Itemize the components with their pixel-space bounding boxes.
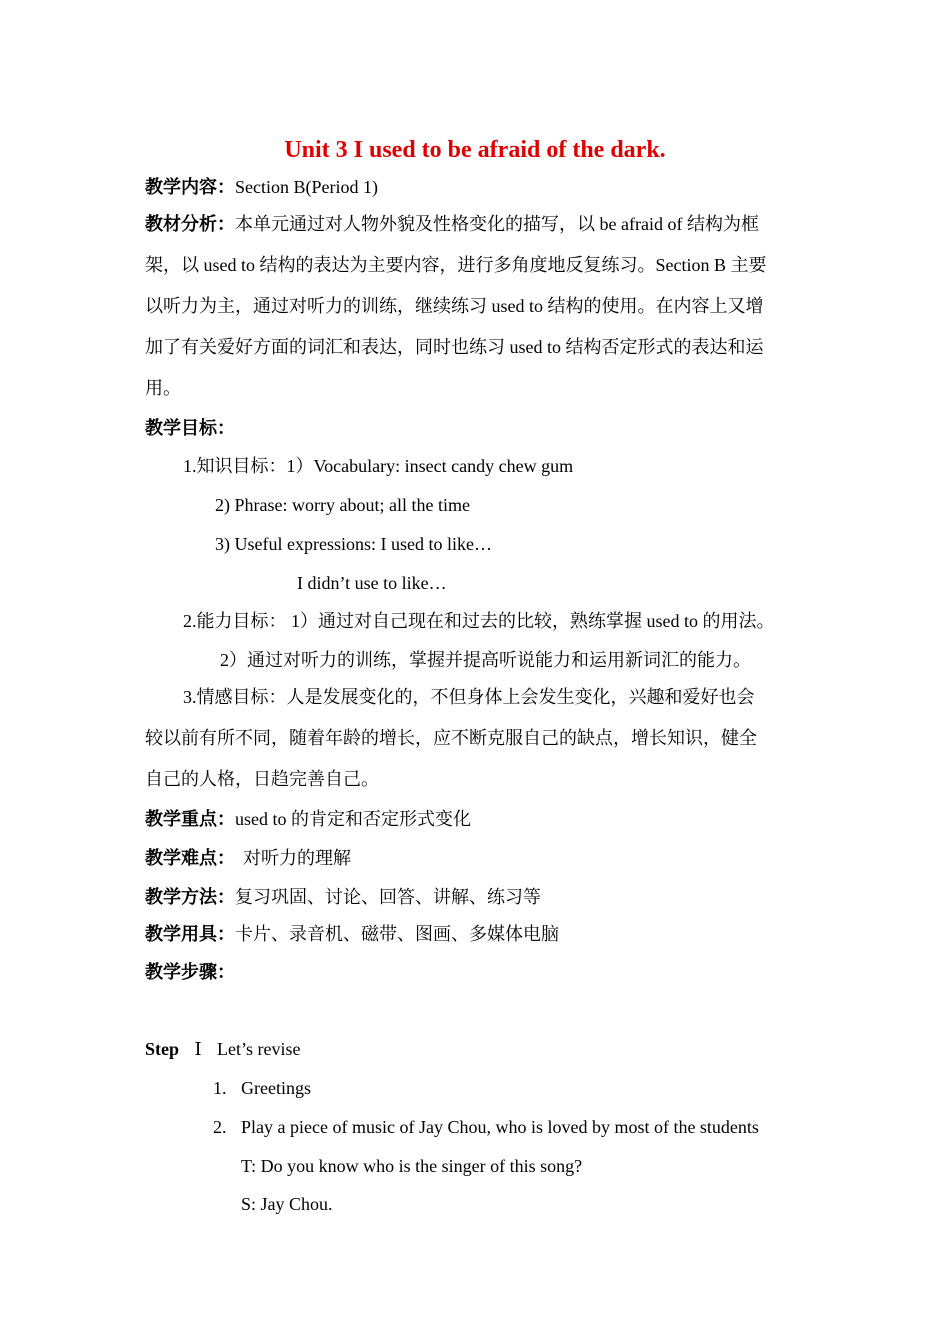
steps-label: 教学步骤：: [145, 962, 235, 982]
knowledge-objective-2: 2) Phrase: worry about; all the time: [215, 495, 470, 515]
objectives-label: 教学目标：: [145, 418, 235, 438]
analysis-line: 本单元通过对人物外貌及性格变化的描写，以 be afraid of 结构为框: [235, 214, 759, 234]
analysis-line: 加了有关爱好方面的词汇和表达，同时也练习 used to 结构否定形式的表达和运: [145, 337, 764, 357]
key-point-row: [145, 807, 471, 831]
knowledge-objective-1: 1.知识目标：1）Vocabulary: insect candy chew gum: [183, 456, 574, 476]
ability-objective-1: 2.能力目标： 1）通过对自己现在和过去的比较，熟练掌握 used to 的用法。: [183, 611, 775, 631]
analysis-paragraph: [145, 204, 807, 409]
emotion-line: 3.情感目标：人是发展变化的，不但身体上会发生变化，兴趣和爱好也会: [183, 687, 755, 707]
analysis-line: 用。: [145, 378, 181, 398]
dialogue-line-teacher: T: Do you know who is the singer of this song?: [241, 1156, 583, 1176]
method-text: 复习巩固、讨论、回答、讲解、练习等: [235, 887, 541, 907]
step1-item-number: 2.: [213, 1117, 227, 1137]
step1-item-number: 1.: [213, 1078, 227, 1098]
knowledge-objective-3: 3) Useful expressions: I used to like…: [215, 534, 492, 554]
page-title: Unit 3 I used to be afraid of the dark.: [284, 137, 666, 163]
content-label: 教学内容：: [145, 177, 235, 197]
step1-item: [213, 1076, 311, 1100]
method-row: [145, 885, 541, 909]
emotion-line: 自己的人格，日趋完善自己。: [145, 769, 379, 789]
difficulty-row: [145, 846, 351, 870]
step1-title: Let’s revise: [217, 1039, 301, 1059]
content-text: Section B(Period 1): [235, 177, 378, 197]
step1-numeral: Ⅰ: [194, 1039, 202, 1059]
ability-objective-2: 2）通过对听力的训练，掌握并提高听说能力和运用新词汇的能力。: [220, 650, 751, 670]
analysis-label: 教材分析：: [145, 214, 235, 234]
tools-text: 卡片、录音机、磁带、图画、多媒体电脑: [235, 924, 559, 944]
knowledge-objective-3b: I didn’t use to like…: [297, 573, 447, 593]
tools-row: [145, 922, 559, 946]
emotion-line: 较以前有所不同，随着年龄的增长，应不断克服自己的缺点，增长知识，健全: [145, 728, 757, 748]
step1-label: Step: [145, 1039, 180, 1059]
step1-item-text: Play a piece of music of Jay Chou, who is loved by most of the students: [241, 1117, 759, 1137]
method-label: 教学方法：: [145, 887, 235, 907]
content-row: [145, 175, 378, 199]
key-point-label: 教学重点：: [145, 809, 235, 829]
key-point-text: used to 的肯定和否定形式变化: [235, 809, 471, 829]
step1-item: [213, 1115, 759, 1139]
analysis-line: 架，以 used to 结构的表达为主要内容，进行多角度地反复练习。Section B 主要: [145, 255, 767, 275]
analysis-line: 以听力为主，通过对听力的训练，继续练习 used to 结构的使用。在内容上又增: [145, 296, 764, 316]
step1-item-text: Greetings: [241, 1078, 311, 1098]
dialogue-line-student: S: Jay Chou.: [241, 1194, 333, 1214]
tools-label: 教学用具：: [145, 924, 235, 944]
difficulty-text: 对听力的理解: [243, 848, 351, 868]
emotion-objective: [145, 677, 807, 800]
step1-heading: [145, 1037, 301, 1061]
difficulty-label: 教学难点：: [145, 848, 235, 868]
